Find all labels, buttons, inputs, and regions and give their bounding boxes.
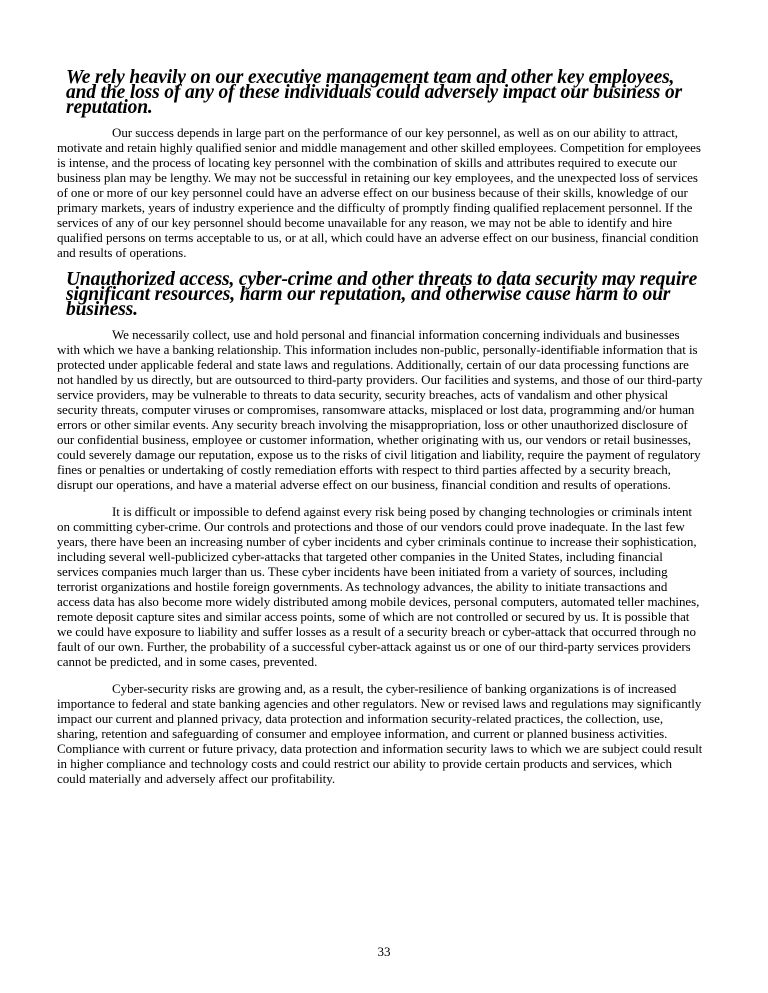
paragraph-key-personnel: Our success depends in large part on the performance of our key personnel, as well as on our ability to attract, motivate and retain highly qualified senior and middle management and other skilled employees. Competition for employees is intense, and the process of locating key personnel with the combination of skills and attributes required to execute our business plan may be lengthy. We may not be successful in retaining our key employees, and the unexpected loss of services of one or more of our key personnel could have an adverse effect on our business because of their skills, knowledge of our primary markets, years of industry experience and the difficulty of promptly finding qualified replacement personnel. If the services of any of our key personnel should become unavailable for any reason, we may not be able to identify and hire qualified persons on terms acceptable to us, or at all, which could have an adverse effect on our business, financial condition and results of operations. — [57, 125, 701, 260]
risk-factor-heading-key-employees: We rely heavily on our executive management team and other key employees, and the loss of any of these individuals could adversely impact our business or reputation. — [66, 67, 682, 118]
paragraph-information-collection: We necessarily collect, use and hold personal and financial information concerning individuals and businesses with which we have a banking relationship. This information includes non-public, personally-identifiable information that is protected under applicable federal and state laws and regulations. Additionally, certain of our data processing functions are not handled by us directly, but are outsourced to third-party providers. Our facilities and systems, and those of our third-party service providers, may be vulnerable to threats to data security, security breaches, acts of vandalism and other physical security threats, computer viruses or compromises, ransomware attacks, misplaced or lost data, programming and/or human errors or other similar events. Any security breach involving the misappropriation, loss or other unauthorized disclosure of our confidential business, employee or customer information, whether originating with us, our vendors or retail businesses, could severely damage our reputation, expose us to the risks of civil litigation and liability, require the payment of regulatory fines or penalties or undertaking of costly remediation efforts with respect to third parties affected by a security breach, disrupt our operations, and have a material adverse effect on our business, financial condition and results of operations. — [57, 327, 703, 492]
paragraph-cyber-crime-defense: It is difficult or impossible to defend against every risk being posed by changing technologies or criminals intent on committing cyber-crime. Our controls and protections and those of our vendors could prove inadequate. In the last few years, there have been an increasing number of cyber incidents and cyber criminals continue to increase their sophistication, including several well-publicized cyber-attacks that targeted other companies in the United States, including financial services companies much larger than us. These cyber incidents have been initiated from a variety of sources, including terrorist organizations and hostile foreign governments. As technology advances, the ability to initiate transactions and access data has also become more widely distributed among mobile devices, personal computers, automated teller machines, remote deposit capture sites and similar access points, some of which are not controlled or secured by us. It is possible that we could have exposure to liability and suffer losses as a result of a security breach or cyber-attack that occurred through no fault of our own. Further, the probability of a successful cyber-attack against us or one of our third-party services providers cannot be predicted, and in some cases, prevented. — [57, 504, 700, 669]
risk-factor-heading-data-security: Unauthorized access, cyber-crime and other threats to data security may require significant resources, harm our reputation, and otherwise cause harm to our business. — [66, 269, 698, 320]
page-number: 33 — [377, 944, 391, 959]
page-content — [57, 67, 703, 798]
paragraph-cyber-security-regulation: Cyber-security risks are growing and, as a result, the cyber-resilience of banking organizations is of increased importance to federal and state banking agencies and other regulators. New or revised laws and regulations may significantly impact our current and planned privacy, data protection and information security-related practices, the collection, use, sharing, retention and safeguarding of consumer and employee information, and current or planned business activities. Compliance with current or future privacy, data protection and information security laws to which we are subject could result in higher compliance and technology costs and could restrict our ability to provide certain products and services, which could materially and adversely affect our profitability. — [57, 681, 703, 786]
